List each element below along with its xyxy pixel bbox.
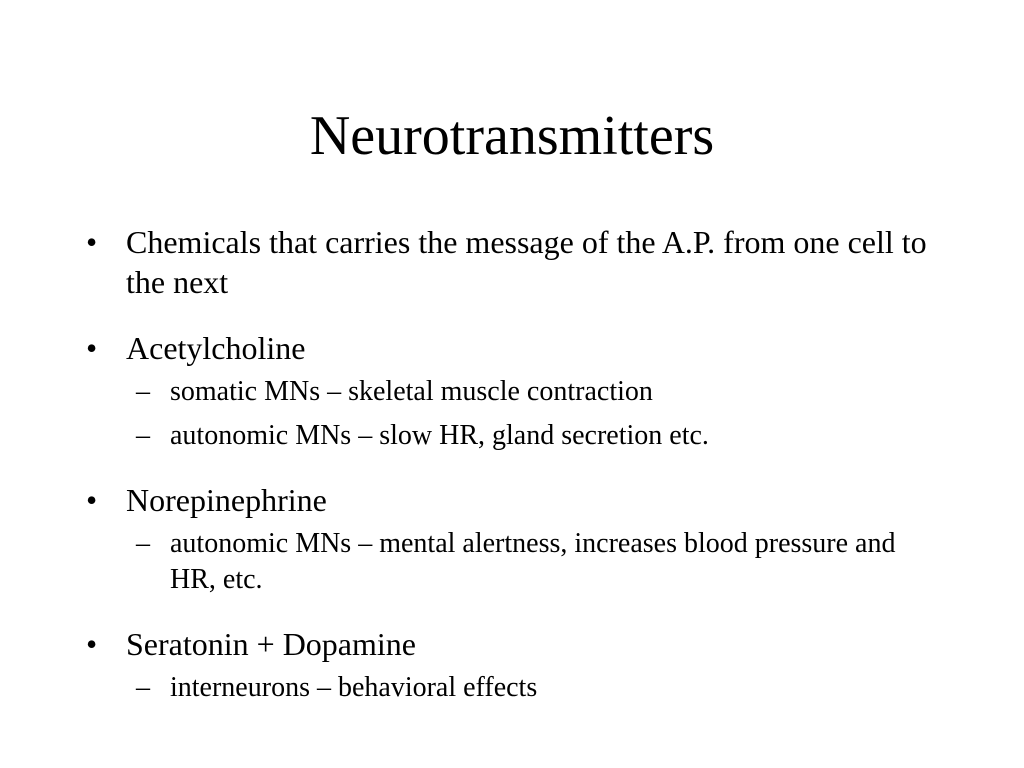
bullet-item-chemicals: [86, 222, 936, 302]
bullet-list: [86, 222, 936, 706]
bullet-item-seratonin-dopamine: [86, 624, 936, 706]
bullet-text: Norepinephrine: [126, 482, 327, 518]
bullet-text: Chemicals that carries the message of the A.P. from one cell to the next: [126, 224, 927, 300]
bullet-marker: •: [86, 626, 98, 662]
sub-list: [126, 670, 936, 706]
sub-item-autonomic: [126, 418, 936, 454]
sub-item-somatic: [126, 374, 936, 410]
sub-marker: –: [136, 672, 150, 703]
sub-text: interneurons – behavioral effects: [170, 672, 538, 703]
sub-text: somatic MNs – skeletal muscle contraction: [170, 376, 653, 407]
sub-text: autonomic MNs – slow HR, gland secretion etc.: [170, 420, 709, 451]
sub-list: [126, 526, 936, 598]
bullet-item-acetylcholine: [86, 328, 936, 454]
sub-item-interneurons: [126, 670, 936, 706]
sub-item-autonomic-alertness: [126, 526, 936, 598]
bullet-marker: •: [86, 224, 98, 260]
sub-marker: –: [136, 376, 150, 407]
bullet-marker: •: [86, 330, 98, 366]
bullet-item-norepinephrine: [86, 480, 936, 598]
sub-list: [126, 374, 936, 454]
sub-marker: –: [136, 528, 150, 559]
bullet-text: Seratonin + Dopamine: [126, 626, 416, 662]
bullet-marker: •: [86, 482, 98, 518]
sub-text: autonomic MNs – mental alertness, increases blood pressure and HR, etc.: [170, 528, 896, 595]
sub-marker: –: [136, 420, 150, 451]
slide-title: Neurotransmitters: [309, 105, 715, 167]
bullet-text: Acetylcholine: [126, 330, 306, 366]
